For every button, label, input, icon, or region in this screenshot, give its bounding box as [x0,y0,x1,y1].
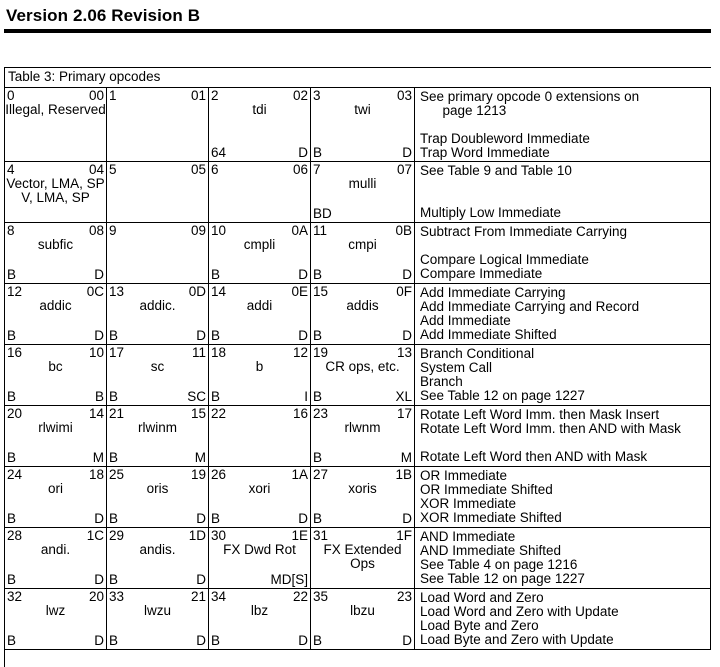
opcode-form: D [298,267,308,282]
opcode-decimal: 27 [313,467,329,482]
opcode-cell [5,467,107,528]
description-line: Trap Word Immediate [420,145,550,160]
description-line: System Call [420,360,493,375]
opcode-decimal: 6 [211,162,219,177]
opcode-cell [311,589,415,650]
opcode-mnemonic: rlwimi [38,420,73,435]
description-line: Branch Conditional [420,346,535,361]
opcode-cell [209,345,311,406]
opcode-category: B [313,389,323,404]
opcode-hex: 0A [291,223,308,238]
opcode-decimal: 2 [211,88,219,103]
opcode-hex: 21 [190,589,206,604]
opcode-cell [311,406,415,467]
opcode-cell [209,467,311,528]
description-cell [415,345,711,406]
description-line: Compare Logical Immediate [420,252,589,267]
description-cell [415,284,711,345]
opcode-category: B [7,389,17,404]
opcode-cell [107,345,209,406]
opcode-cell [5,528,107,589]
opcode-form: D [94,328,104,343]
opcode-category: BD [313,206,332,221]
description-line: See Table 12 on page 1227 [420,388,585,403]
description-line: Branch [420,374,463,389]
opcode-mnemonic: bc [48,359,63,374]
description-line: See Table 4 on page 1216 [420,557,578,572]
opcode-form: D [196,633,206,648]
opcode-decimal: 22 [211,406,227,421]
opcode-category: B [211,633,221,648]
opcode-mnemonic: CR ops, etc. [325,359,400,374]
opcode-hex: 07 [396,162,412,177]
opcode-mnemonic: lwz [45,603,66,618]
opcode-mnemonic: xoris [348,481,377,496]
description-cell [415,162,711,223]
opcode-decimal: 35 [313,589,329,604]
opcode-hex: 17 [396,406,412,421]
opcode-cell [5,162,107,223]
opcode-form: D [94,572,104,587]
opcode-form: MD[S] [270,572,308,587]
opcode-form: M [92,450,104,465]
opcode-cell [5,284,107,345]
opcode-cell [209,589,311,650]
opcode-cell [209,162,311,223]
opcode-hex: 19 [190,467,206,482]
opcode-form: D [298,145,308,160]
description-cell [415,88,711,162]
opcode-hex: 01 [190,88,206,103]
opcode-decimal: 17 [109,345,125,360]
header-rule [4,29,711,33]
opcode-hex: 1C [86,528,104,543]
opcode-form: D [402,633,412,648]
opcode-cell [107,589,209,650]
opcode-mnemonic: subfic [37,237,74,252]
opcode-category: B [313,450,323,465]
opcode-decimal: 16 [7,345,23,360]
opcode-form: D [196,572,206,587]
opcode-category: B [211,511,221,526]
description-line: See Table 12 on page 1227 [420,571,585,586]
description-line: Multiply Low Immediate [420,205,562,220]
opcode-mnemonic: ori [47,481,63,496]
opcode-decimal: 14 [211,284,227,299]
opcode-category: B [313,511,323,526]
opcode-hex: 0B [395,223,412,238]
opcode-category: B [109,389,119,404]
opcode-mnemonic: mulli [348,176,377,191]
opcode-cell [107,284,209,345]
opcode-cell [209,406,311,467]
opcode-hex: 1E [291,528,308,543]
opcode-category: B [211,328,221,343]
opcode-form: D [94,267,104,282]
description-line: Rotate Left Word then AND with Mask [420,449,648,464]
opcode-hex: 1A [291,467,308,482]
opcode-hex: 09 [190,223,206,238]
opcode-mnemonic: tdi [252,102,267,117]
opcode-form: D [402,267,412,282]
opcode-category: B [7,572,17,587]
opcode-decimal: 28 [7,528,23,543]
opcode-cell [107,223,209,284]
description-line: Rotate Left Word Imm. then AND with Mask [420,421,681,436]
opcode-category: B [109,633,119,648]
opcode-mnemonic: addi [246,298,273,313]
description-line: AND Immediate [420,529,516,544]
opcode-decimal: 4 [7,162,15,177]
opcode-category: B [211,267,221,282]
description-line: Add Immediate [420,313,511,328]
table-caption-text: Table 3: Primary opcodes [8,69,161,84]
description-line: OR Immediate [420,468,508,483]
opcode-hex: 1D [188,528,206,543]
description-line: XOR Immediate [420,496,517,511]
opcode-decimal: 1 [109,88,117,103]
opcode-category: B [313,267,323,282]
opcode-hex: 05 [190,162,206,177]
description-cell [415,528,711,589]
opcode-decimal: 31 [313,528,329,543]
opcode-cell [311,162,415,223]
description-line: OR Immediate Shifted [420,482,553,497]
opcode-cell [107,528,209,589]
page-header-title: Version 2.06 Revision B [6,6,201,25]
opcode-cell [5,345,107,406]
opcode-form: D [298,633,308,648]
opcode-decimal: 11 [313,223,328,238]
primary-opcodes-table [4,67,711,667]
opcode-hex: 16 [292,406,308,421]
opcode-hex: 11 [191,345,206,360]
opcode-form: D [196,511,206,526]
opcode-hex: 23 [396,589,412,604]
opcode-cell [5,406,107,467]
opcode-decimal: 33 [109,589,125,604]
opcode-decimal: 19 [313,345,329,360]
opcode-mnemonic: cmpi [348,237,377,252]
opcode-decimal: 24 [7,467,23,482]
opcode-decimal: 21 [109,406,125,421]
opcode-hex: 18 [88,467,104,482]
opcode-category: B [109,328,119,343]
description-line: Add Immediate Carrying [420,285,566,300]
opcode-cell [209,284,311,345]
opcode-category: B [313,633,323,648]
description-line: Add Immediate Carrying and Record [420,299,640,314]
opcode-decimal: 32 [7,589,23,604]
opcode-mnemonic: twi [354,102,371,117]
opcode-decimal: 0 [7,88,15,103]
description-line: Subtract From Immediate Carrying [420,224,628,239]
opcode-mnemonic: addic [39,298,72,313]
opcode-form: I [304,389,308,404]
opcode-mnemonic: cmpli [243,237,276,252]
description-line: page 1213 [420,103,507,118]
opcode-hex: 10 [88,345,104,360]
opcode-decimal: 15 [313,284,329,299]
opcode-decimal: 9 [109,223,117,238]
opcode-decimal: 10 [211,223,227,238]
opcode-decimal: 3 [313,88,321,103]
opcode-mnemonic: Vector, LMA, SP V, LMA, SP [6,176,105,205]
opcode-cell [209,88,311,162]
opcode-cell [5,589,107,650]
opcode-decimal: 12 [7,284,23,299]
opcode-decimal: 30 [211,528,227,543]
opcode-hex: 12 [292,345,308,360]
opcode-cell [311,88,415,162]
opcode-decimal: 18 [211,345,227,360]
opcode-cell [311,223,415,284]
opcode-mnemonic: addic. [139,298,176,313]
opcode-form: D [402,145,412,160]
opcode-mnemonic: xori [248,481,271,496]
opcode-hex: 15 [190,406,206,421]
opcode-mnemonic: lbz [250,603,269,618]
opcode-hex: 0F [396,284,412,299]
opcode-cell [209,528,311,589]
opcode-hex: 20 [88,589,104,604]
opcode-mnemonic: sc [150,359,165,374]
opcode-form: B [94,389,104,404]
opcode-hex: 13 [396,345,412,360]
description-line: Load Word and Zero with Update [420,604,619,619]
opcode-category: B [109,450,119,465]
opcode-hex: 04 [88,162,104,177]
opcode-form: M [194,450,206,465]
opcode-decimal: 34 [211,589,227,604]
opcode-cell [107,406,209,467]
opcode-decimal: 5 [109,162,117,177]
description-line: Load Byte and Zero [420,618,539,633]
opcode-hex: 0D [188,284,206,299]
opcode-category: B [7,328,17,343]
description-line: See Table 9 and Table 10 [420,163,572,178]
opcode-hex: 14 [88,406,104,421]
opcode-mnemonic: b [255,359,264,374]
description-line: Compare Immediate [420,266,543,281]
opcode-hex: 06 [292,162,308,177]
opcode-category: B [109,511,119,526]
opcode-category: B [313,145,323,160]
opcode-mnemonic: rlwinm [138,420,177,435]
opcode-decimal: 8 [7,223,15,238]
opcode-cell [107,162,209,223]
description-cell [415,589,711,650]
opcode-category: B [7,450,17,465]
opcode-category: B [7,511,17,526]
opcode-form: XL [395,389,412,404]
opcode-cell [311,284,415,345]
opcode-mnemonic: lbzu [350,603,375,618]
opcode-mnemonic: oris [146,481,169,496]
opcode-mnemonic: lwzu [143,603,171,618]
opcode-cell [107,88,209,162]
opcode-hex: 00 [88,88,104,103]
opcode-cell [107,467,209,528]
opcode-form: M [400,450,412,465]
opcode-form: D [402,511,412,526]
opcode-cell [209,223,311,284]
opcode-mnemonic: andis. [139,542,176,557]
opcode-category: B [313,328,323,343]
opcode-decimal: 25 [109,467,125,482]
opcode-category: B [109,572,119,587]
opcode-hex: 08 [88,223,104,238]
description-cell [415,467,711,528]
opcode-form: D [94,633,104,648]
description-line: XOR Immediate Shifted [420,510,562,525]
opcode-cell [311,528,415,589]
opcode-mnemonic: FX Dwd Rot [223,542,296,557]
description-line: Add Immediate Shifted [420,327,557,342]
opcode-hex: 1F [396,528,412,543]
opcode-decimal: 7 [313,162,321,177]
description-line: See primary opcode 0 extensions on [420,89,640,104]
opcode-form: SC [187,389,206,404]
opcode-mnemonic: andi. [40,542,71,557]
opcode-form: D [402,328,412,343]
opcode-cell [5,223,107,284]
opcode-hex: 02 [292,88,308,103]
opcode-hex: 1B [395,467,412,482]
opcode-mnemonic: FX Extended Ops [323,542,402,571]
opcode-category: 64 [211,145,227,160]
opcode-decimal: 29 [109,528,125,543]
opcode-hex: 22 [292,589,308,604]
description-cell [415,406,711,467]
opcode-decimal: 26 [211,467,227,482]
opcode-hex: 0C [86,284,104,299]
description-line: Load Word and Zero [420,590,544,605]
description-line: AND Immediate Shifted [420,543,562,558]
opcode-decimal: 13 [109,284,125,299]
description-cell [415,223,711,284]
opcode-form: D [298,328,308,343]
opcode-form: D [298,511,308,526]
opcode-form: D [196,328,206,343]
opcode-mnemonic: rlwnm [344,420,381,435]
opcode-hex: 03 [396,88,412,103]
description-line: Rotate Left Word Imm. then Mask Insert [420,407,660,422]
table-caption [5,68,711,88]
opcode-category: B [211,389,221,404]
opcode-cell [311,467,415,528]
opcode-form: D [94,511,104,526]
opcode-category: B [7,267,17,282]
opcode-mnemonic: addis [346,298,379,313]
opcode-mnemonic: Illegal, Reserved [5,102,106,117]
opcode-cell [311,345,415,406]
opcode-category: B [7,633,17,648]
opcode-cell [5,88,107,162]
description-line: Load Byte and Zero with Update [420,632,614,647]
opcode-hex: 0E [291,284,308,299]
opcode-decimal: 23 [313,406,329,421]
description-line: Trap Doubleword Immediate [420,131,590,146]
opcode-decimal: 20 [7,406,23,421]
